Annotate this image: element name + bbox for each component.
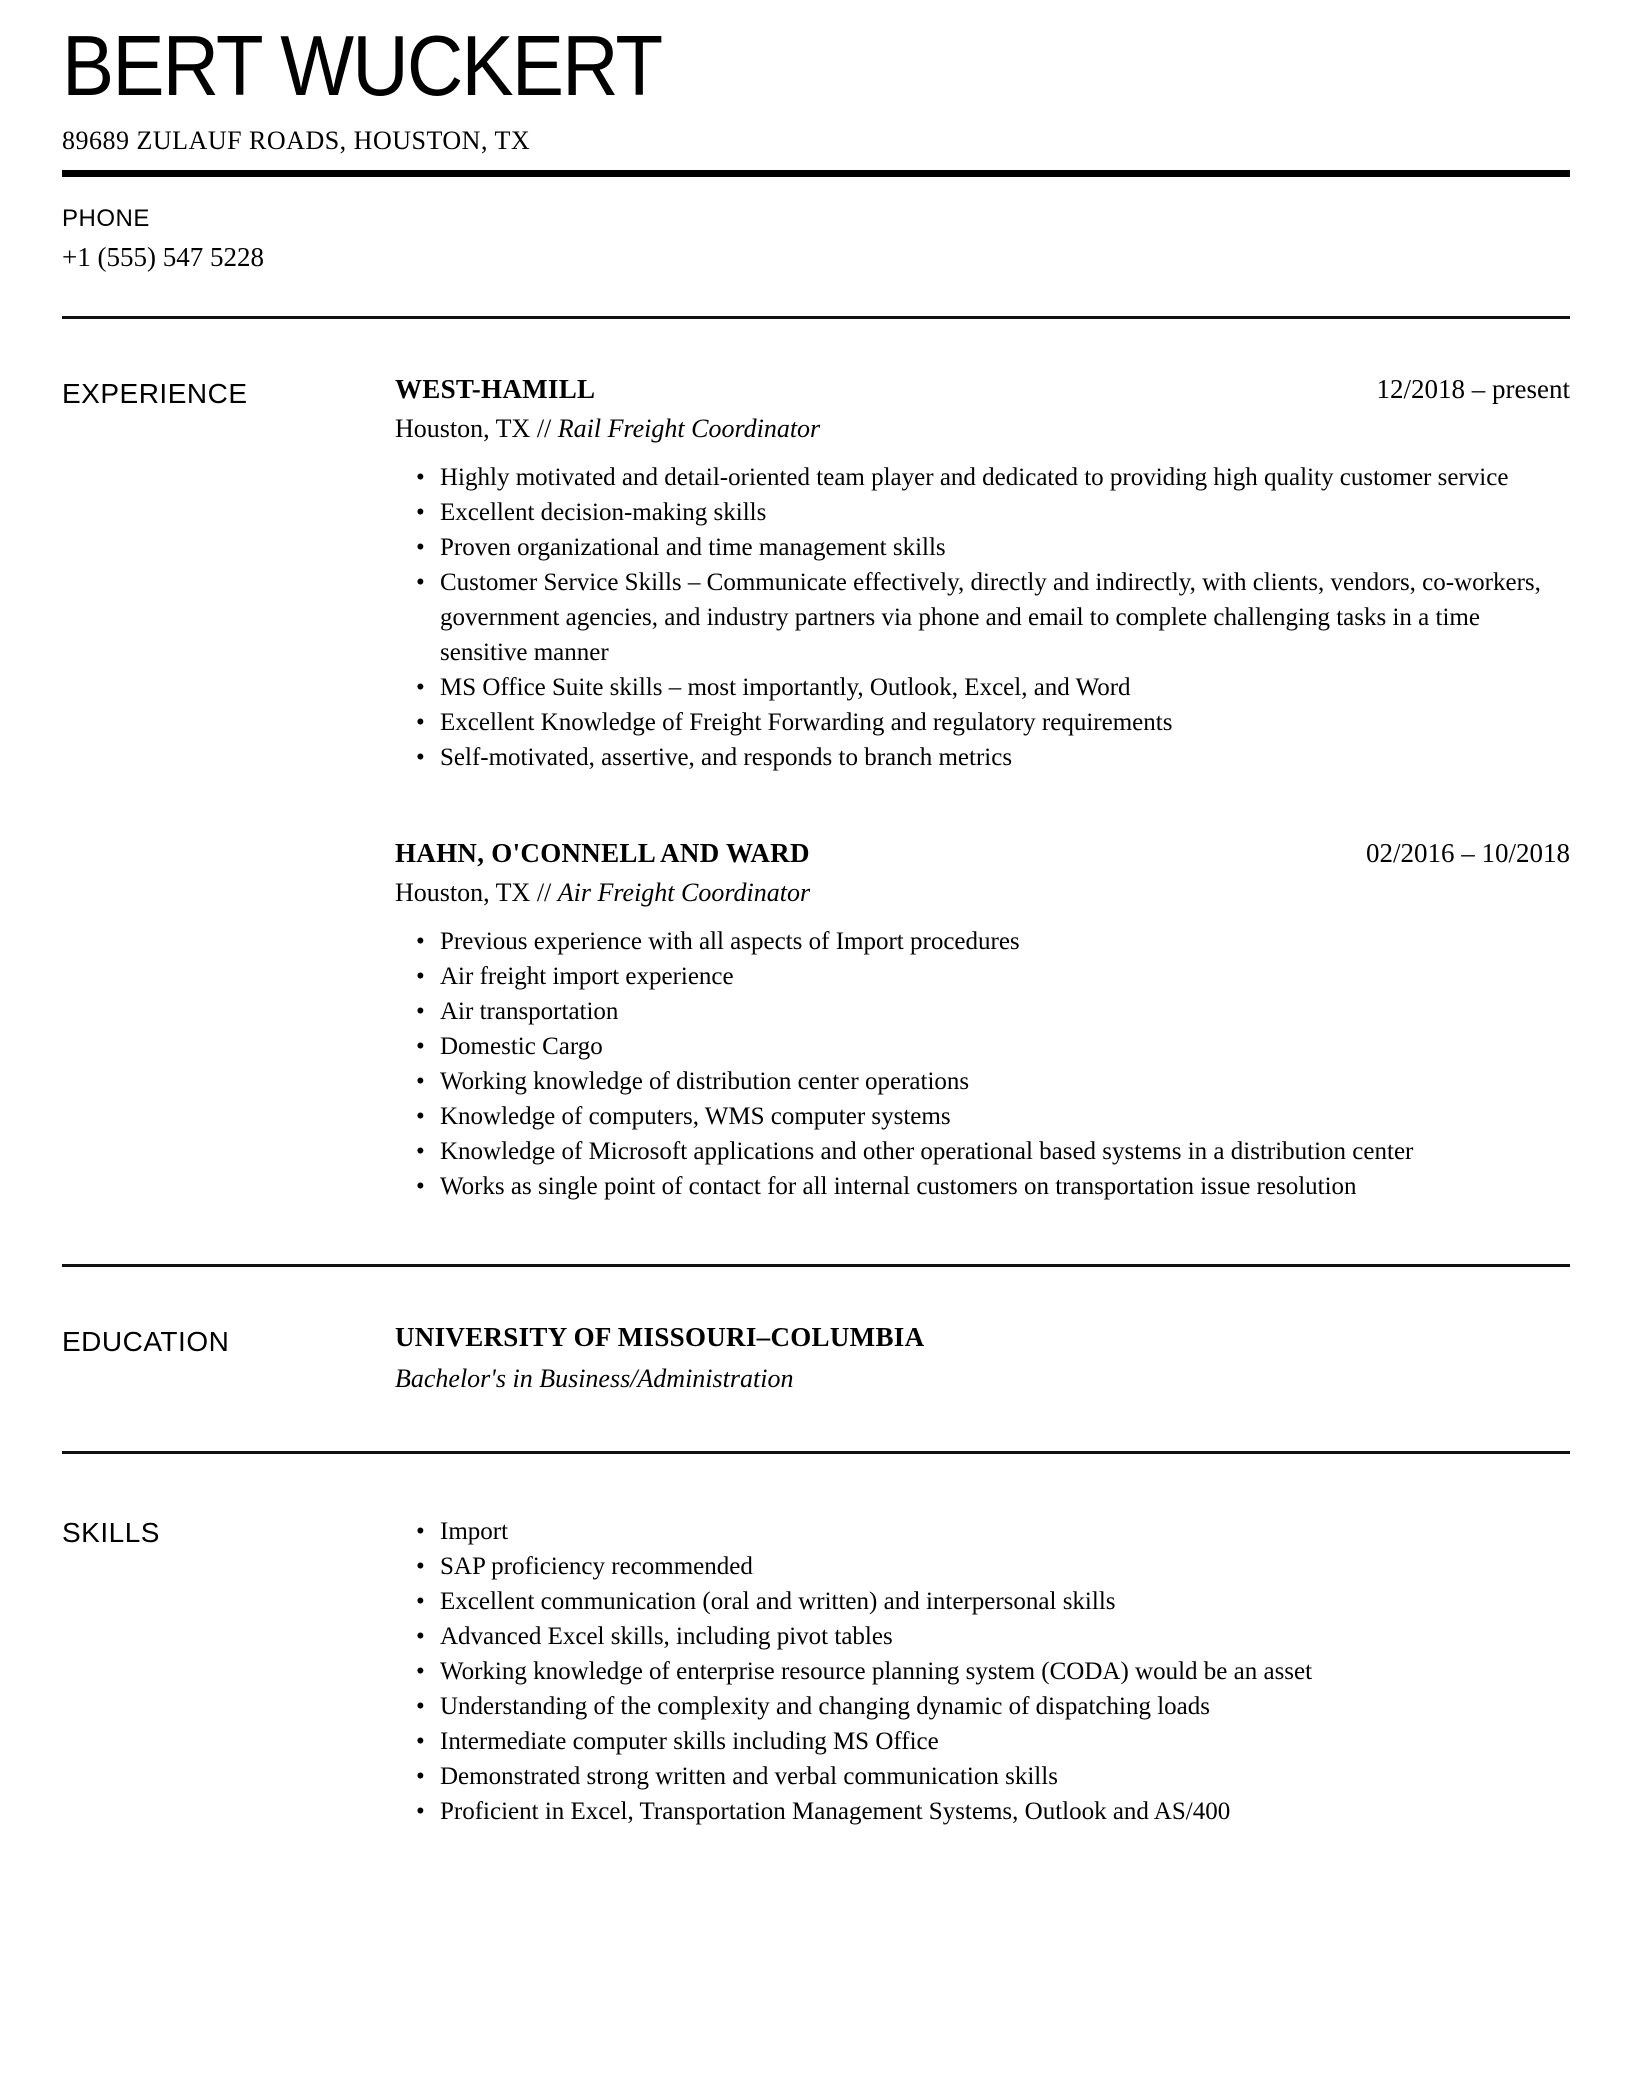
experience-section-content: [395, 375, 1570, 1204]
job-bullet-list: [395, 460, 1570, 775]
bullet-item: • Intermediate computer skills including MS Office: [395, 1724, 1570, 1759]
experience-section: [62, 375, 1570, 1204]
bullet-item: • Highly motivated and detail-oriented team player and dedicated to providing high quality customer service: [395, 460, 1570, 495]
job-subtitle: [395, 413, 1570, 446]
bullet-item: • Proven organizational and time management skills: [395, 530, 1570, 565]
bullet-item: • Advanced Excel skills, including pivot tables: [395, 1619, 1570, 1654]
degree-name: Bachelor's in Business/Administration: [395, 1363, 794, 1393]
bullet-item: • Demonstrated strong written and verbal communication skills: [395, 1759, 1570, 1794]
bullet-item: • SAP proficiency recommended: [395, 1549, 1570, 1584]
bullet-item: • Excellent Knowledge of Freight Forwarding and regulatory requirements: [395, 705, 1570, 740]
company-name: WEST-HAMILL: [395, 373, 596, 404]
education-section-content: [395, 1323, 1570, 1395]
candidate-address: 89689 ZULAUF ROADS, HOUSTON, TX: [62, 126, 531, 155]
job-location: Houston, TX: [395, 878, 531, 908]
job-bullet-list: [395, 924, 1570, 1204]
job-title: Air Freight Coordinator: [557, 878, 811, 908]
bullet-item: • Knowledge of Microsoft applications and other operational based systems in a distribution center: [395, 1134, 1570, 1169]
bullet-item: • Self-motivated, assertive, and responds to branch metrics: [395, 740, 1570, 775]
job-location: Houston, TX: [395, 414, 531, 444]
education-section-label: EDUCATION: [62, 1325, 230, 1357]
phone-value: +1 (555) 547 5228: [62, 242, 264, 273]
bullet-item: • Air transportation: [395, 994, 1570, 1029]
skills-section-label: SKILLS: [62, 1517, 160, 1549]
bullet-item: • Customer Service Skills – Communicate effectively, directly and indirectly, with clients, vendors, co-workers, government agencies, and industry partners via phone and email to complete challenging tasks in a time sensitive manner: [395, 565, 1570, 670]
bullet-item: • Previous experience with all aspects of Import procedures: [395, 924, 1570, 959]
bullet-item: • Working knowledge of distribution center operations: [395, 1064, 1570, 1099]
bullet-item: • Excellent decision-making skills: [395, 495, 1570, 530]
job-header: [395, 839, 1570, 869]
job-entry: [395, 839, 1570, 1204]
job-subtitle: [395, 877, 1570, 910]
bullet-item: • Excellent communication (oral and written) and interpersonal skills: [395, 1584, 1570, 1619]
bullet-item: • Works as single point of contact for all internal customers on transportation issue resolution: [395, 1169, 1570, 1204]
experience-section-label: EXPERIENCE: [62, 377, 248, 409]
bullet-item: • Domestic Cargo: [395, 1029, 1570, 1064]
bullet-item: • Air freight import experience: [395, 959, 1570, 994]
section-divider: [62, 1451, 1570, 1454]
bullet-item: • Proficient in Excel, Transportation Management Systems, Outlook and AS/400: [395, 1794, 1570, 1829]
candidate-name: [62, 0, 1570, 114]
candidate-name-text: BERT WUCKERT: [62, 19, 662, 114]
job-title: Rail Freight Coordinator: [557, 414, 821, 444]
skills-bullet-list: [395, 1514, 1570, 1829]
bullet-item: • MS Office Suite skills – most importantly, Outlook, Excel, and Word: [395, 670, 1570, 705]
job-header: [395, 375, 1570, 405]
bullet-item: • Understanding of the complexity and changing dynamic of dispatching loads: [395, 1689, 1570, 1724]
school-name: UNIVERSITY OF MISSOURI–COLUMBIA: [395, 1321, 925, 1352]
job-separator: //: [536, 414, 552, 444]
job-entry: [395, 375, 1570, 775]
employment-dates: 02/2016 – 10/2018: [1365, 837, 1570, 868]
skills-section: [62, 1514, 1570, 1829]
section-divider: [62, 316, 1570, 319]
section-divider: [62, 1264, 1570, 1267]
bullet-item: • Working knowledge of enterprise resource planning system (CODA) would be an asset: [395, 1654, 1570, 1689]
skills-section-content: [395, 1514, 1570, 1829]
company-name: HAHN, O'CONNELL AND WARD: [395, 837, 810, 868]
header-divider: [62, 170, 1570, 177]
job-separator: //: [536, 878, 552, 908]
phone-label: PHONE: [62, 205, 150, 233]
employment-dates: 12/2018 – present: [1376, 373, 1570, 404]
bullet-item: • Knowledge of computers, WMS computer systems: [395, 1099, 1570, 1134]
bullet-item: • Import: [395, 1514, 1570, 1549]
education-section: [62, 1323, 1570, 1395]
